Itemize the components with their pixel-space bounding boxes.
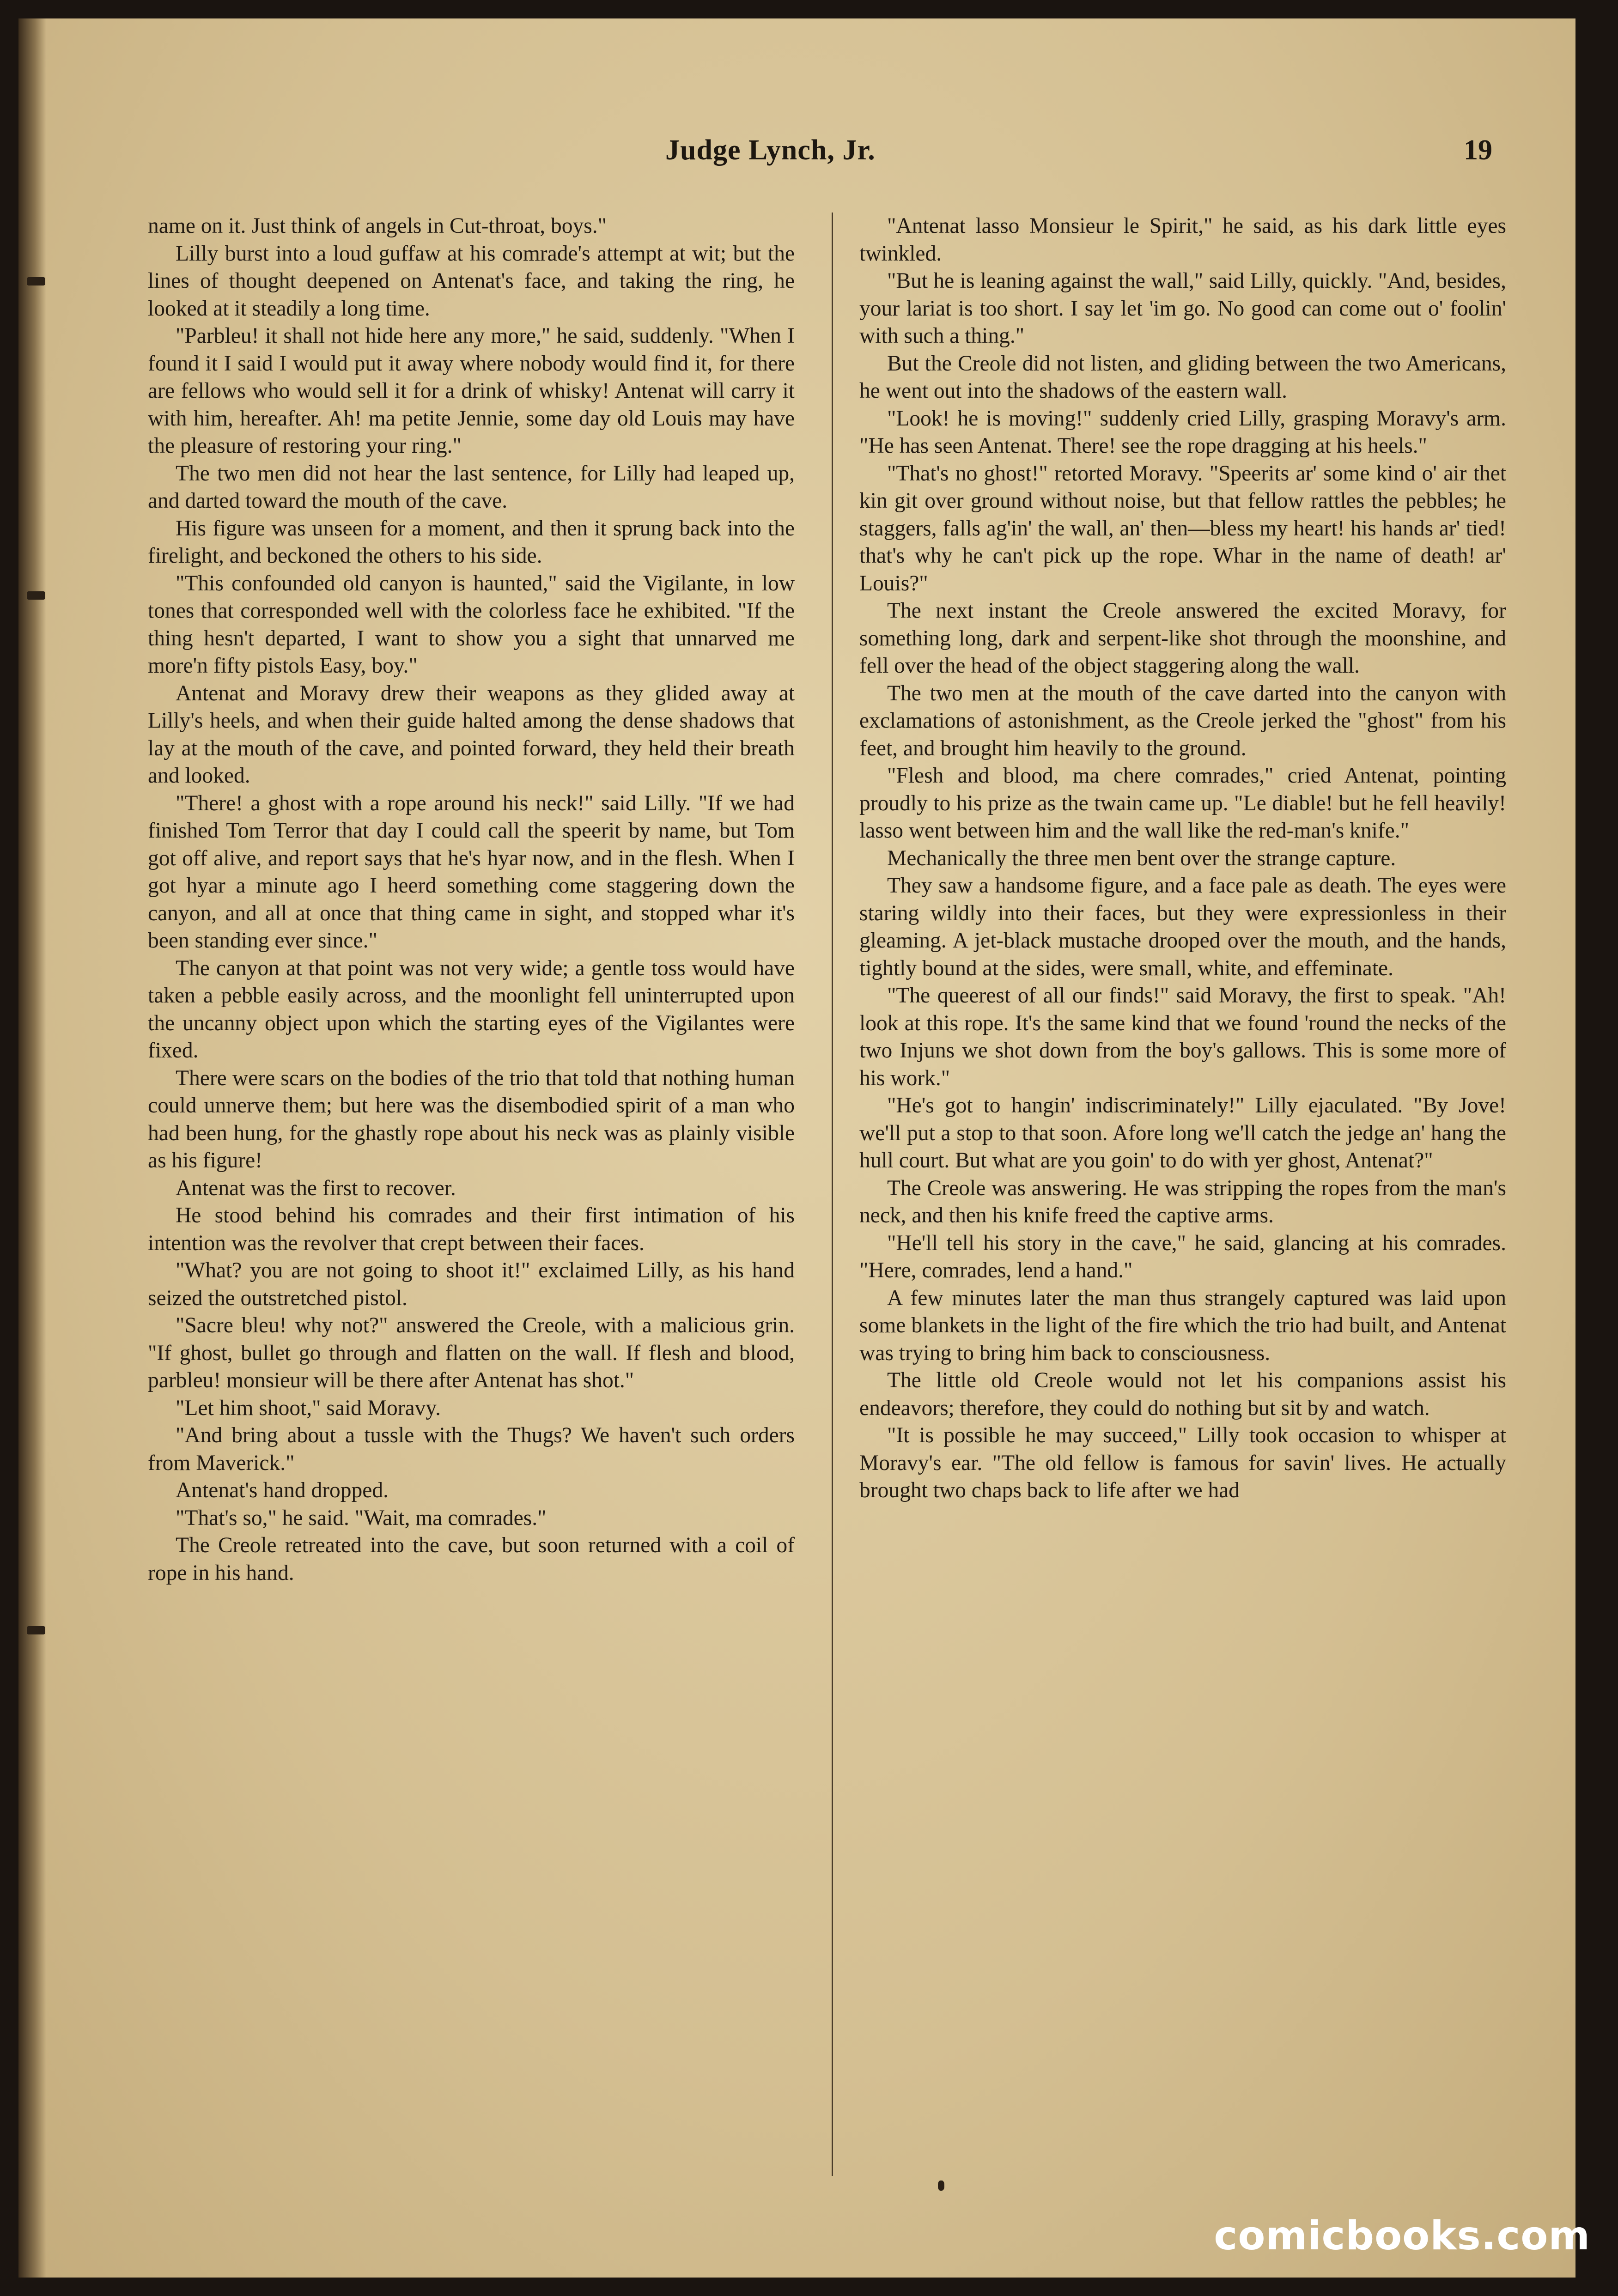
book-page (18, 18, 1575, 2278)
paragraph: "Antenat lasso Monsieur le Spirit," he said, as his dark little eyes twinkled. (859, 214, 1506, 266)
paragraph: "This confounded old canyon is haunted," said the Vigilante, in low tones that corresponded well with the colorless face he exhibited. "If the thing hesn't departed, I want to show you a sight that unnarved me more'n fifty pistols Easy, boy." (148, 571, 795, 678)
paragraph: Antenat's hand dropped. (176, 1478, 389, 1502)
paragraph: "Look! he is moving!" suddenly cried Lilly, grasping Moravy's arm. "He has seen Antenat. There! see the rope dragging at his heels." (859, 406, 1506, 458)
paragraph: The canyon at that point was not very wide; a gentle toss would have taken a pebble easily across, and the moonlight fell uninterrupted upon the uncanny object upon which the starting eyes of the Vigilantes were fixed. (148, 956, 795, 1063)
paragraph: But the Creole did not listen, and gliding between the two Americans, he went out into the shadows of the eastern wall. (859, 351, 1506, 403)
paragraph: Lilly burst into a loud guffaw at his comrade's attempt at wit; but the lines of thought deepened on Antenat's face, and taking the ring, he looked at it steadily a long time. (148, 241, 795, 321)
paragraph: They saw a handsome figure, and a face pale as death. The eyes were staring wildly into their faces, but they were expressionless in their gleaming. A jet-black mustache drooped over the mouth, and the hands, tightly bound at the sides, were small, white, and effeminate. (859, 874, 1506, 980)
running-head: Judge Lynch, Jr. (665, 134, 876, 166)
text-column-right (859, 213, 1506, 2153)
paragraph: "And bring about a tussle with the Thugs? We haven't such orders from Maverick." (148, 1423, 795, 1475)
binding-stitch (27, 591, 45, 600)
paragraph: name on it. Just think of angels in Cut-throat, boys." (148, 214, 607, 238)
paragraph: "It is possible he may succeed," Lilly took occasion to whisper at Moravy's ear. "The old fellow is famous for savin' lives. He actually brought two chaps back to life after we had (859, 1423, 1506, 1502)
paragraph: He stood behind his comrades and their first intimation of his intention was the revolver that crept between their faces. (148, 1203, 795, 1255)
paragraph: The next instant the Creole answered the excited Moravy, for something long, dark and serpent-like shot through the moonshine, and fell over the head of the object staggering along the wall. (859, 599, 1506, 678)
column-rule (832, 213, 833, 2176)
paragraph: "Parbleu! it shall not hide here any more," he said, suddenly. "When I found it I said I would put it away where nobody would find it, for there are fellows who would sell it for a drink of whisky! Antenat will carry it with him, hereafter. Ah! ma petite Jennie, some day old Louis may have the pleasure of restoring your ring." (148, 324, 795, 458)
paragraph: The little old Creole would not let his companions assist his endeavors; therefore, they could do nothing but sit by and watch. (859, 1368, 1506, 1420)
text-column-left (148, 213, 795, 2153)
paragraph: There were scars on the bodies of the trio that told that nothing human could unnerve them; but here was the disembodied spirit of a man who had been hung, for the ghastly rope about his neck was as plainly visible as his figure! (148, 1066, 795, 1172)
paragraph: Mechanically the three men bent over the strange capture. (887, 846, 1396, 870)
binding-stitch (27, 277, 45, 285)
paragraph: "But he is leaning against the wall," said Lilly, quickly. "And, besides, your lariat is too short. I say let 'im go. No good can come out o' foolin' with such a thing." (859, 269, 1506, 348)
paragraph: "He's got to hangin' indiscriminately!" Lilly ejaculated. "By Jove! we'll put a stop to that soon. Afore long we'll catch the jedge an' hang the hull court. But what are you goin' to do with yer ghost, Antenat?" (859, 1093, 1506, 1172)
paragraph: "The queerest of all our finds!" said Moravy, the first to speak. "Ah! look at this rope. It's the same kind that we found 'round the necks of the two Injuns we shot down from the boy's gallows. This is some more of his work." (859, 984, 1506, 1090)
paragraph: Antenat and Moravy drew their weapons as they glided away at Lilly's heels, and when their guide halted among the dense shadows that lay at the mouth of the cave, and pointed forward, they held their breath and looked. (148, 681, 795, 788)
paragraph: "He'll tell his story in the cave," he said, glancing at his comrades. "Here, comrades, lend a hand." (859, 1231, 1506, 1282)
binding-stitch (27, 1626, 45, 1634)
paragraph: "That's no ghost!" retorted Moravy. "Speerits ar' some kind o' air thet kin git over ground without noise, but that fellow rattles the pebbles; he staggers, falls ag'in' the wall, an' then—bless my heart! his hands ar' tied! that's why he can't pick up the rope. Whar in the name of death! ar' Louis?" (859, 461, 1506, 595)
page-number: 19 (1464, 134, 1492, 166)
ink-mark (938, 2181, 944, 2191)
paragraph: The two men did not hear the last sentence, for Lilly had leaped up, and darted toward the mouth of the cave. (148, 461, 795, 513)
paragraph: The Creole was answering. He was stripping the ropes from the man's neck, and then his knife freed the captive arms. (859, 1176, 1506, 1227)
page-header (665, 134, 1492, 176)
paragraph: A few minutes later the man thus strangely captured was laid upon some blankets in the light of the fire which the trio had built, and Antenat was trying to bring him back to consciousness. (859, 1286, 1506, 1365)
paragraph: "Let him shoot," said Moravy. (176, 1396, 441, 1420)
paragraph: "There! a ghost with a rope around his neck!" said Lilly. "If we had finished Tom Terror that day I could call the speerit by name, but Tom got off alive, and report says that he's hyar now, and in the flesh. When I got hyar a minute ago I heerd something come staggering down the canyon, and all at once that thing came in sight, and stopped whar it's been standing ever since." (148, 791, 795, 953)
paragraph: The Creole retreated into the cave, but soon returned with a coil of rope in his hand. (148, 1533, 795, 1585)
page-binding (18, 18, 46, 2278)
paragraph: His figure was unseen for a moment, and then it sprung back into the firelight, and beckoned the others to his side. (148, 516, 795, 568)
watermark: comicbooks.com (1214, 2213, 1590, 2259)
paragraph: Antenat was the first to recover. (176, 1176, 456, 1200)
paragraph: The two men at the mouth of the cave darted into the canyon with exclamations of astonishment, as the Creole jerked the "ghost" from his feet, and brought him heavily to the ground. (859, 681, 1506, 760)
paragraph: "Sacre bleu! why not?" answered the Creole, with a malicious grin. "If ghost, bullet go through and flatten on the wall. If flesh and blood, parbleu! monsieur will be there after Antenat has shot." (148, 1313, 795, 1392)
paragraph: "Flesh and blood, ma chere comrades," cried Antenat, pointing proudly to his prize as the twain came up. "Le diable! but he fell heavily! lasso went between him and the wall like the red-man's knife." (859, 764, 1506, 843)
paragraph: "What? you are not going to shoot it!" exclaimed Lilly, as his hand seized the outstretched pistol. (148, 1258, 795, 1310)
paragraph: "That's so," he said. "Wait, ma comrades." (176, 1506, 547, 1530)
